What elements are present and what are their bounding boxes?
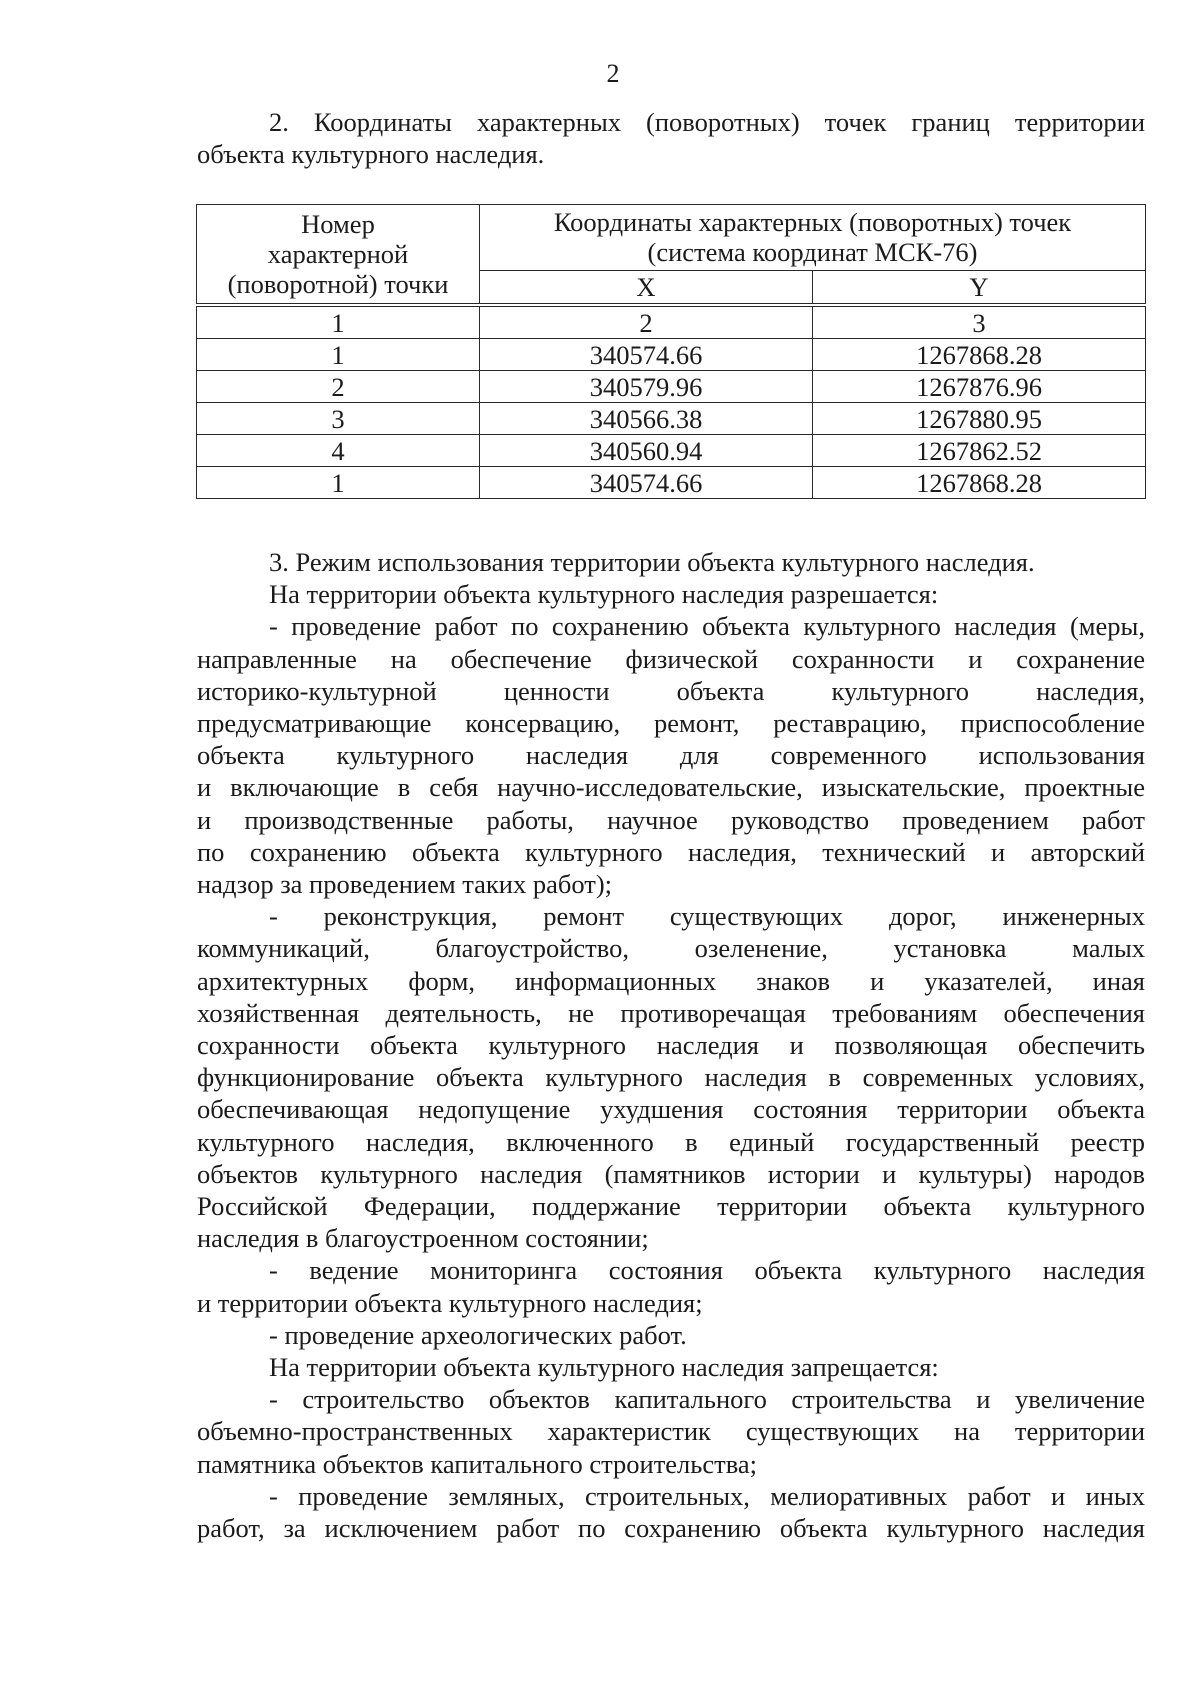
- x-coordinate-cell: 340560.94: [480, 435, 813, 467]
- point-number-cell: 4: [197, 435, 480, 467]
- text-line: культурного наследия, включенного в единый государственный реестр: [197, 1126, 1145, 1157]
- y-coordinate-cell: 1267876.96: [813, 371, 1146, 403]
- table-row: [197, 435, 1146, 467]
- y-coordinate-cell: 1267880.95: [813, 403, 1146, 435]
- table-row: [197, 467, 1146, 499]
- point-number-cell: 1: [197, 467, 480, 499]
- text-line: и территории объекта культурного наследия;: [197, 1287, 703, 1318]
- text-line: - проведение работ по сохранению объекта культурного наследия (меры,: [269, 611, 1145, 642]
- text-line: функционирование объекта культурного наследия в современных условиях,: [197, 1062, 1145, 1093]
- table-row: [197, 371, 1146, 403]
- point-number-header: Номер характерной (поворотной) точки: [197, 205, 480, 306]
- text-line: историко-культурной ценности объекта культурного наследия,: [197, 675, 1145, 706]
- text-line: наследия в благоустроенном состоянии;: [197, 1223, 649, 1254]
- y-coordinate-cell: 1267868.28: [813, 339, 1146, 371]
- section-2-heading: [197, 106, 1145, 170]
- text-line: работ, за исключением работ по сохранению объекта культурного наследия: [197, 1513, 1145, 1544]
- section-3-heading: 3. Режим использования территории объекта культурного наследия.: [269, 547, 1035, 577]
- text-line: по сохранению объекта культурного наследия, технический и авторский: [197, 836, 1145, 867]
- x-coordinate-cell: 340579.96: [480, 371, 813, 403]
- column-number: 2: [480, 305, 813, 339]
- x-coordinate-cell: 340574.66: [480, 467, 813, 499]
- text-line: На территории объекта культурного наследия запрещается:: [269, 1352, 939, 1383]
- text-line: и включающие в себя научно-исследовательские, изыскательские, проектные: [197, 772, 1145, 803]
- text-line: На территории объекта культурного наследия разрешается:: [269, 579, 939, 610]
- table-row: [197, 339, 1146, 371]
- y-column-header: Y: [813, 270, 1146, 305]
- y-coordinate-cell: 1267868.28: [813, 467, 1146, 499]
- text-line: - реконструкция, ремонт существующих дорог, инженерных: [269, 901, 1145, 932]
- text-line: - строительство объектов капитального строительства и увеличение: [269, 1384, 1145, 1415]
- y-coordinate-cell: 1267862.52: [813, 435, 1146, 467]
- text-line: памятника объектов капитального строительства;: [197, 1448, 757, 1479]
- text-line: сохранности объекта культурного наследия и позволяющая обеспечить: [197, 1030, 1145, 1061]
- text-line: - ведение мониторинга состояния объекта культурного наследия: [269, 1255, 1145, 1286]
- column-number: 3: [813, 305, 1146, 339]
- text-line: 2. Координаты характерных (поворотных) точек границ территории: [269, 107, 1145, 137]
- table-row: [197, 403, 1146, 435]
- text-line: направленные на обеспечение физической сохранности и сохранение: [197, 643, 1145, 674]
- column-number: 1: [197, 305, 480, 339]
- x-coordinate-cell: 340566.38: [480, 403, 813, 435]
- text-line: Российской Федерации, поддержание территории объекта культурного: [197, 1191, 1145, 1222]
- text-line: объектов культурного наследия (памятников истории и культуры) народов: [197, 1158, 1145, 1189]
- text-line: надзор за проведением таких работ);: [197, 869, 613, 900]
- text-line: - проведение археологических работ.: [269, 1319, 687, 1350]
- text-line: объемно-пространственных характеристик существующих на территории: [197, 1416, 1145, 1447]
- x-column-header: X: [480, 270, 813, 305]
- text-line: архитектурных форм, информационных знаков и указателей, иная: [197, 965, 1145, 996]
- text-line: обеспечивающая недопущение ухудшения состояния территории объекта: [197, 1094, 1145, 1125]
- text-line: коммуникаций, благоустройство, озеленение, установка малых: [197, 933, 1145, 964]
- coordinates-table: [196, 204, 1146, 499]
- section-3-body: [197, 546, 1145, 1544]
- text-line: - проведение земляных, строительных, мелиоративных работ и иных: [269, 1480, 1145, 1511]
- point-number-cell: 3: [197, 403, 480, 435]
- point-number-cell: 1: [197, 339, 480, 371]
- text-line: хозяйственная деятельность, не противоречащая требованиям обеспечения: [197, 997, 1145, 1028]
- column-numbering-row: [197, 305, 1146, 339]
- text-line: объекта культурного наследия для современного использования: [197, 740, 1145, 771]
- page-number: 2: [606, 59, 620, 88]
- text-line: объекта культурного наследия.: [197, 139, 545, 170]
- x-coordinate-cell: 340574.66: [480, 339, 813, 371]
- text-line: предусматривающие консервацию, ремонт, реставрацию, приспособление: [197, 708, 1145, 739]
- text-line: и производственные работы, научное руководство проведением работ: [197, 804, 1145, 835]
- coordinates-header: Координаты характерных (поворотных) точек (система координат МСК-76): [480, 205, 1146, 271]
- point-number-cell: 2: [197, 371, 480, 403]
